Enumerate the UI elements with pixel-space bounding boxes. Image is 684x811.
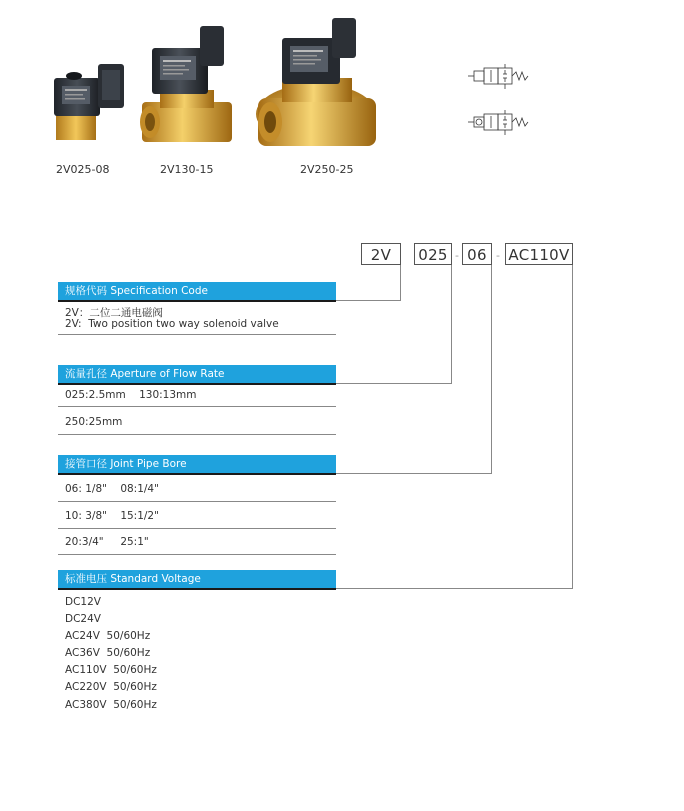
connector-line [451, 265, 452, 384]
voltage-item: AC380V 50/60Hz [65, 699, 157, 711]
code-separator: - [496, 249, 500, 262]
product-label: 2V130-15 [160, 163, 214, 176]
code-separator: - [455, 249, 459, 262]
connector-line [336, 473, 492, 474]
voltage-item: DC24V [65, 613, 101, 625]
code-box-bore: 06 [462, 243, 492, 265]
code-box-flow: 025 [414, 243, 452, 265]
connector-line [336, 383, 452, 384]
spec-line: 2V：二位二通电磁阀 [65, 307, 163, 319]
bore-row: 10: 3/8" 15:1/2" [65, 510, 159, 522]
voltage-item: AC36V 50/60Hz [65, 647, 151, 659]
flow-row: 025:2.5mm 130:13mm [65, 389, 197, 401]
code-box-series: 2V [361, 243, 401, 265]
divider [58, 434, 336, 435]
valve-symbol-icon [466, 108, 554, 138]
section-header-spec: 规格代码 Specification Code [58, 282, 336, 300]
voltage-item: DC12V [65, 596, 101, 608]
valve-symbol-icon [466, 62, 554, 92]
valve-image-2v250 [252, 16, 382, 156]
voltage-item: AC110V 50/60Hz [65, 664, 157, 676]
section-header-voltage: 标准电压 Standard Voltage [58, 570, 336, 588]
divider [58, 406, 336, 407]
valve-image-2v130 [136, 24, 236, 146]
connector-line [491, 265, 492, 474]
divider [58, 334, 336, 335]
flow-row: 250:25mm [65, 416, 123, 428]
section-header-bore: 接管口径 Joint Pipe Bore [58, 455, 336, 473]
bore-row: 20:3/4" 25:1" [65, 536, 149, 548]
connector-line [336, 300, 401, 301]
bore-row: 06: 1/8" 08:1/4" [65, 483, 159, 495]
valve-image-2v025 [48, 58, 130, 142]
divider [58, 501, 336, 502]
connector-line [400, 265, 401, 301]
code-box-voltage: AC110V [505, 243, 573, 265]
product-label: 2V250-25 [300, 163, 354, 176]
divider [58, 554, 336, 555]
divider [58, 528, 336, 529]
voltage-item: AC220V 50/60Hz [65, 681, 157, 693]
section-header-flow: 流量孔径 Aperture of Flow Rate [58, 365, 336, 383]
connector-line [572, 265, 573, 589]
voltage-item: AC24V 50/60Hz [65, 630, 151, 642]
connector-line [336, 588, 573, 589]
spec-line: 2V: Two position two way solenoid valve [65, 318, 279, 330]
product-label: 2V025-08 [56, 163, 110, 176]
